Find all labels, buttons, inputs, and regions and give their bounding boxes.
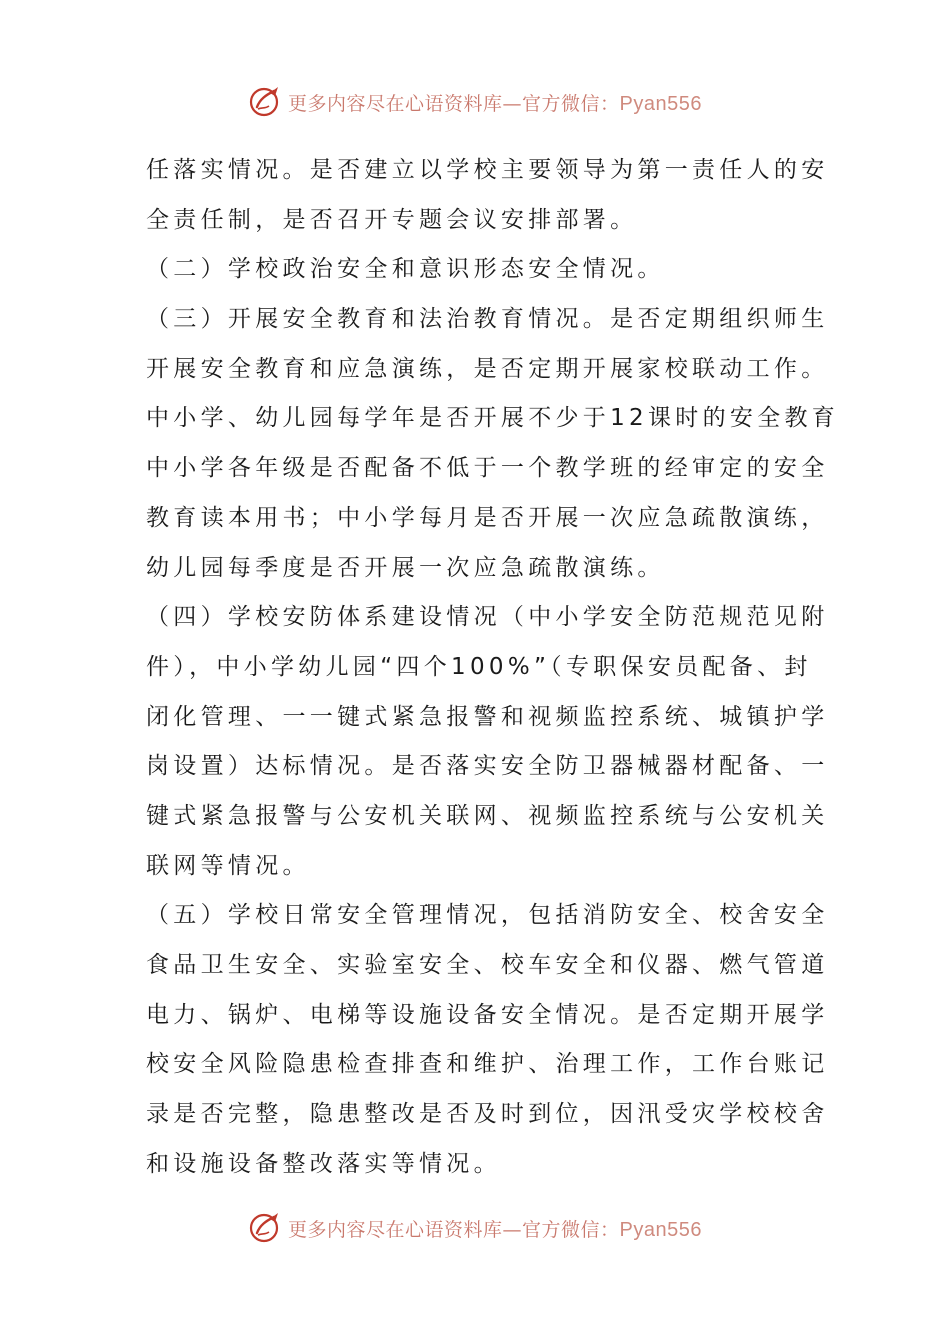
watermark-wechat-id: Pyan556 (619, 92, 702, 115)
body-line: （三）开展安全教育和法治教育情况。是否定期组织师生 (146, 306, 829, 333)
body-line: 校安全风险隐患检查排查和维护、治理工作，工作台账记 (146, 1051, 829, 1078)
body-line: 任落实情况。是否建立以学校主要领导为第一责任人的安 (146, 157, 829, 183)
watermark-site-text: 更多内容尽在心语资料库—官方微信： (288, 1218, 620, 1241)
body-line: 录是否完整，隐患整改是否及时到位，因汛受灾学校校舍 (146, 1101, 829, 1128)
body-line: 中小学各年级是否配备不低于一个教学班的经审定的安全 (146, 455, 829, 482)
body-line: 键式紧急报警与公安机关联网、视频监控系统与公安机关 (146, 802, 829, 829)
footer-watermark (0, 1208, 950, 1248)
watermark-text (288, 1215, 702, 1242)
document-body (146, 146, 840, 1189)
pen-logo-icon (248, 1211, 282, 1245)
body-line: 教育读本用书；中小学每月是否开展一次应急疏散演练， (146, 504, 829, 531)
body-line: 闭化管理、一一键式紧急报警和视频监控系统、城镇护学 (146, 703, 829, 730)
pen-logo-icon (248, 85, 282, 119)
watermark-site-text: 更多内容尽在心语资料库—官方微信： (288, 92, 620, 115)
body-line: 电力、锅炉、电梯等设施设备安全情况。是否定期开展学 (146, 1001, 829, 1028)
body-line: （五）学校日常安全管理情况，包括消防安全、校舍安全 (146, 902, 829, 929)
body-line: 幼儿园每季度是否开展一次应急疏散演练。 (146, 554, 665, 581)
body-line: 全责任制，是否召开专题会议安排部署。 (146, 206, 638, 233)
body-line: （四）学校安防体系建设情况（中小学安全防范规范见附 (146, 604, 829, 631)
header-watermark (0, 82, 950, 122)
body-line: 中小学、幼儿园每学年是否开展不少于12课时的安全教育 (146, 405, 840, 432)
body-line: 和设施设备整改落实等情况。 (146, 1150, 501, 1177)
body-line: 联网等情况。 (146, 852, 310, 879)
body-line: 件），中小学幼儿园“四个100%”（专职保安员配备、封 (146, 653, 812, 680)
body-line: （二）学校政治安全和意识形态安全情况。 (146, 256, 665, 283)
body-line: 开展安全教育和应急演练，是否定期开展家校联动工作。 (146, 355, 829, 382)
watermark-wechat-id: Pyan556 (619, 1218, 702, 1241)
watermark-text (288, 89, 702, 116)
body-line: 食品卫生安全、实验室安全、校车安全和仪器、燃气管道 (146, 952, 829, 978)
body-line: 岗设置）达标情况。是否落实安全防卫器械器材配备、一 (146, 753, 829, 780)
